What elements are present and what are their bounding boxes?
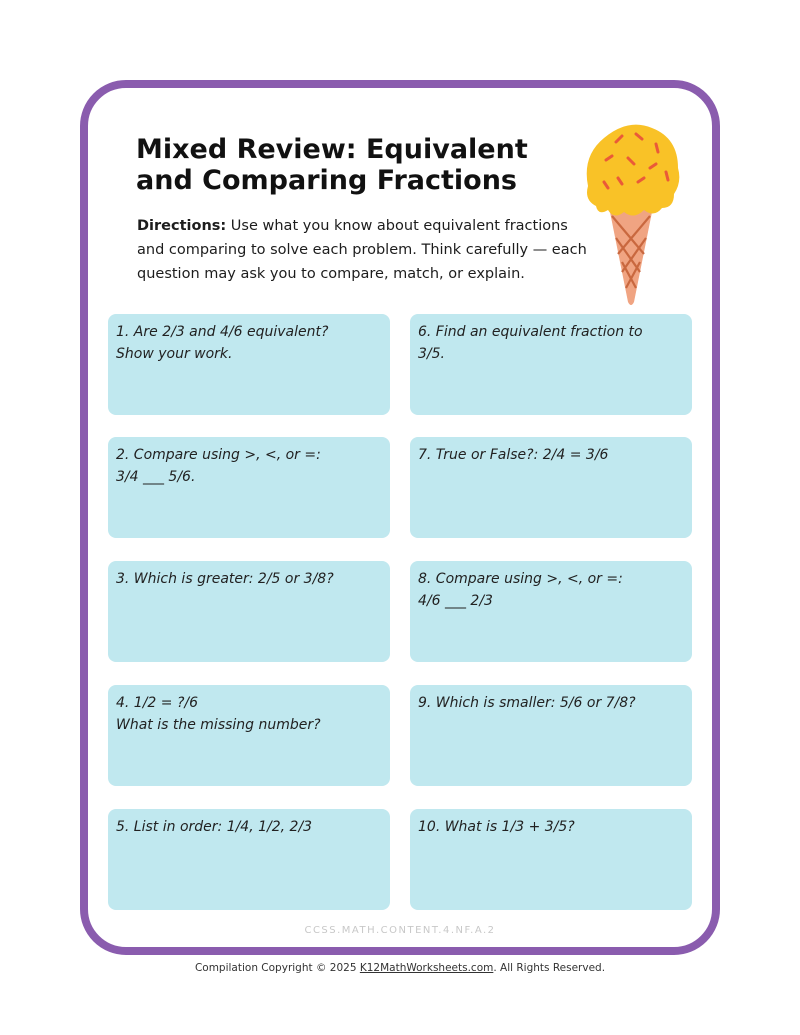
directions-label: Directions:	[137, 218, 227, 234]
ice-cream-cone-icon	[578, 112, 684, 312]
title-line-1: Mixed Review: Equivalent	[136, 134, 528, 165]
copyright-footer	[0, 962, 800, 974]
question-7-line-1: 7. True or False?: 2/4 = 3/6	[418, 447, 609, 463]
question-card-2[interactable]	[108, 437, 390, 538]
copyright-prefix: Compilation Copyright © 2025	[194, 962, 360, 974]
question-1-line-1: 1. Are 2/3 and 4/6 equivalent?	[116, 324, 329, 340]
question-8-line-1: 8. Compare using >, <, or =:	[418, 571, 623, 587]
directions-text: Use what you know about equivalent fractions and comparing to solve each problem. Think carefully — each question may ask you to compare, match, or explain.	[137, 218, 587, 282]
question-card-7[interactable]	[410, 437, 692, 538]
question-10-line-1: 10. What is 1/3 + 3/5?	[418, 819, 575, 835]
question-5-line-1: 5. List in order: 1/4, 1/2, 2/3	[116, 819, 313, 835]
question-9-line-1: 9. Which is smaller: 5/6 or 7/8?	[418, 695, 636, 711]
question-card-8[interactable]	[410, 561, 692, 662]
worksheet-title	[136, 134, 556, 196]
question-2-line-1: 2. Compare using >, <, or =:	[116, 447, 321, 463]
question-6-line-1: 6. Find an equivalent fraction to	[418, 324, 643, 340]
question-6-line-2: 3/5.	[418, 346, 445, 362]
question-4-line-1: 4. 1/2 = ?/6	[116, 695, 199, 711]
directions	[137, 214, 587, 286]
question-card-10[interactable]	[410, 809, 692, 910]
question-card-9[interactable]	[410, 685, 692, 786]
standard-code: CCSS.MATH.CONTENT.4.NF.A.2	[304, 925, 496, 936]
question-8-line-2: 4/6 ___ 2/3	[418, 593, 493, 609]
question-4-line-2: What is the missing number?	[116, 717, 321, 733]
question-card-3[interactable]	[108, 561, 390, 662]
question-card-5[interactable]	[108, 809, 390, 910]
question-card-4[interactable]	[108, 685, 390, 786]
copyright-suffix: . All Rights Reserved.	[493, 962, 606, 974]
question-3-line-1: 3. Which is greater: 2/5 or 3/8?	[116, 571, 334, 587]
question-card-1[interactable]	[108, 314, 390, 415]
question-1-line-2: Show your work.	[116, 346, 233, 362]
website-link[interactable]: K12MathWorksheets.com	[359, 962, 494, 974]
title-line-2: and Comparing Fractions	[136, 165, 517, 196]
question-2-line-2: 3/4 ___ 5/6.	[116, 469, 196, 485]
question-card-6[interactable]	[410, 314, 692, 415]
